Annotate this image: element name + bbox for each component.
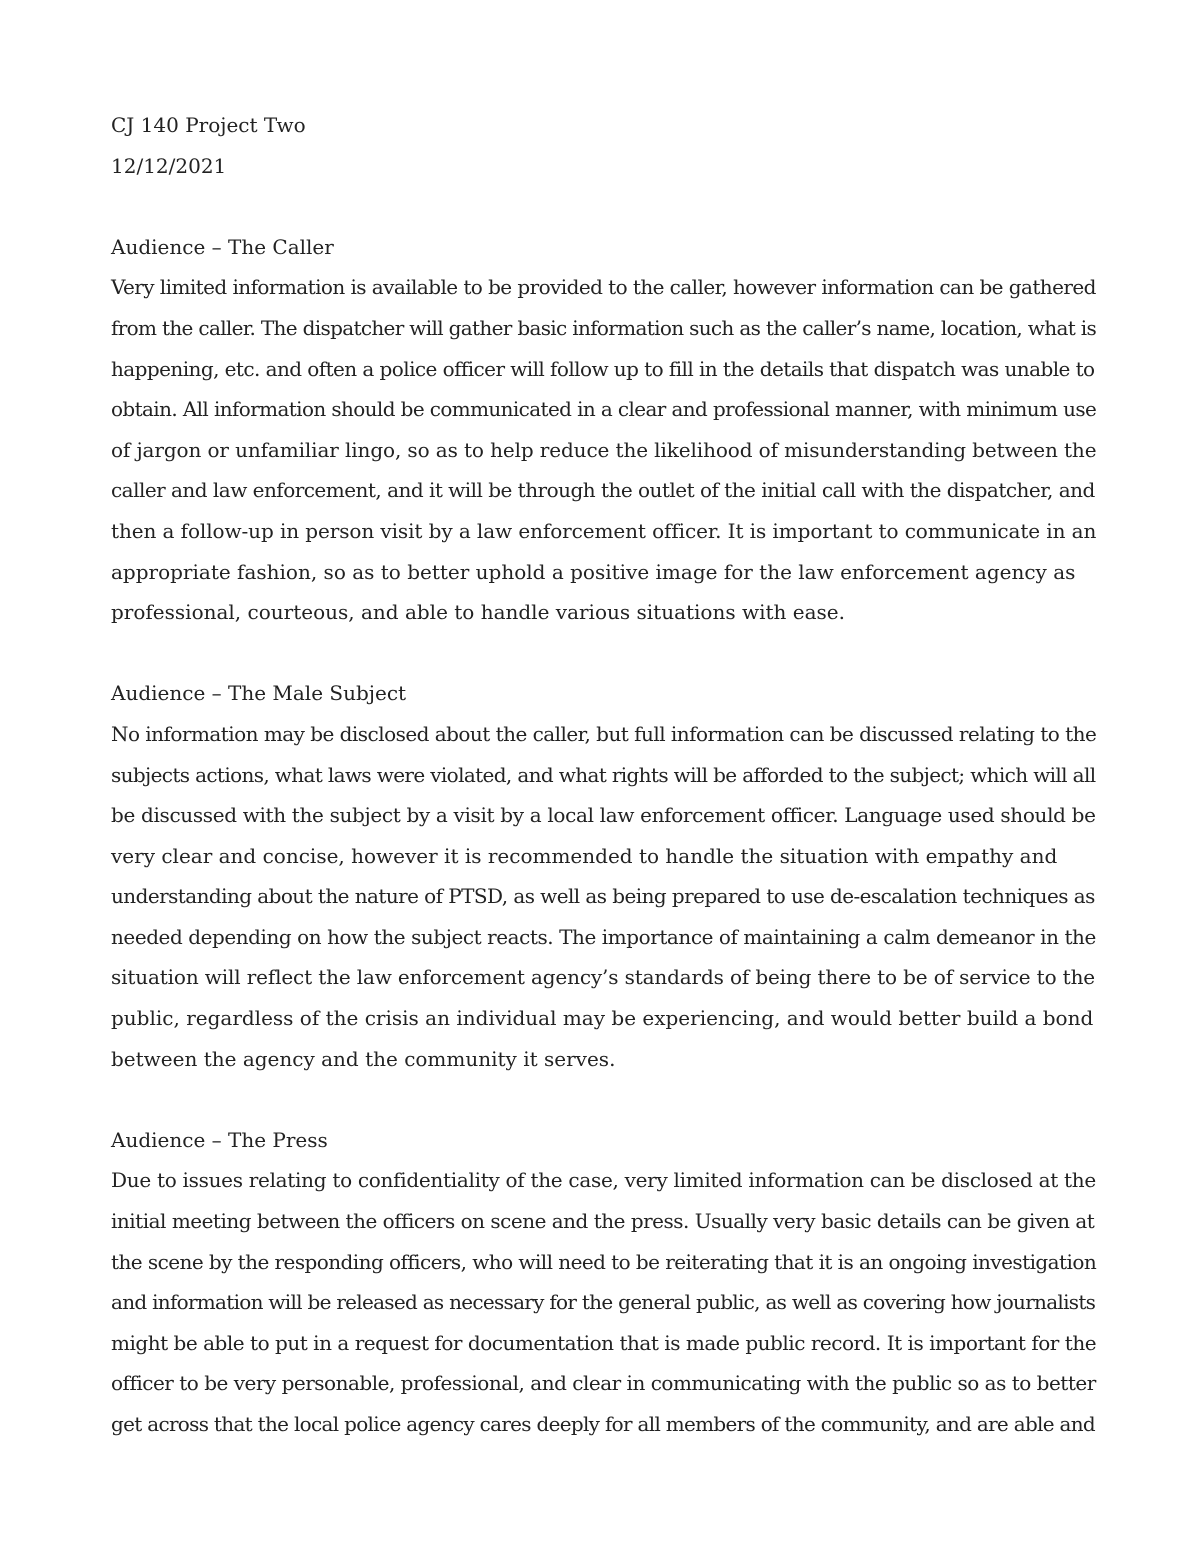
paragraph-line: needed depending on how the subject reacts. The importance of maintaining a calm demeanor in the xyxy=(111,924,1096,949)
paragraph-line: very clear and concise, however it is recommended to handle the situation with empathy and xyxy=(111,843,1058,868)
paragraph-line: might be able to put in a request for documentation that is made public record. It is important for the xyxy=(111,1330,1097,1355)
paragraph-line: obtain. All information should be communicated in a clear and professional manner, with minimum use xyxy=(111,397,1097,422)
paragraph-line: public, regardless of the crisis an individual may be experiencing, and would better build a bond xyxy=(111,1006,1094,1031)
paragraph-line: professional, courteous, and able to handle various situations with ease. xyxy=(111,600,845,625)
section-paragraph xyxy=(111,267,1096,632)
section-caller xyxy=(111,227,1096,633)
paragraph-line: Due to issues relating to confidentiality of the case, very limited information can be disclosed at the xyxy=(111,1168,1096,1193)
document-body xyxy=(111,105,1096,1445)
paragraph-line: then a follow-up in person visit by a law enforcement officer. It is important to communicate in an xyxy=(111,518,1097,543)
paragraph-line: and information will be released as necessary for the general public, as well as covering how journalists xyxy=(111,1290,1096,1315)
section-heading: Audience – The Caller xyxy=(111,234,334,259)
paragraph-line: appropriate fashion, so as to better uphold a positive image for the law enforcement agency as xyxy=(111,559,1076,584)
spacer xyxy=(111,1079,1096,1120)
document-date: 12/12/2021 xyxy=(111,153,227,178)
paragraph-line: understanding about the nature of PTSD, as well as being prepared to use de-escalation techniques as xyxy=(111,884,1095,909)
spacer xyxy=(111,186,1096,227)
section-paragraph xyxy=(111,714,1096,1079)
paragraph-line: of jargon or unfamiliar lingo, so as to help reduce the likelihood of misunderstanding between the xyxy=(111,437,1097,462)
paragraph-line: No information may be disclosed about the caller, but full information can be discussed relating to the xyxy=(111,721,1097,746)
paragraph-line: be discussed with the subject by a visit by a local law enforcement officer. Language used should be xyxy=(111,803,1096,828)
paragraph-line: from the caller. The dispatcher will gather basic information such as the caller’s name, location, what is xyxy=(111,315,1097,340)
section-paragraph xyxy=(111,1160,1096,1444)
paragraph-line: happening, etc. and often a police officer will follow up to fill in the details that dispatch was unable to xyxy=(111,356,1095,381)
paragraph-line: caller and law enforcement, and it will be through the outlet of the initial call with the dispatcher, and xyxy=(111,478,1095,503)
paragraph-line: the scene by the responding officers, who will need to be reiterating that it is an ongoing investigation xyxy=(111,1249,1097,1274)
document-title: CJ 140 Project Two xyxy=(111,113,306,137)
section-heading: Audience – The Press xyxy=(111,1127,328,1152)
paragraph-line: subjects actions, what laws were violated, and what rights will be afforded to the subject; which will all xyxy=(111,762,1096,787)
paragraph-line: situation will reflect the law enforcement agency’s standards of being there to be of service to the xyxy=(111,965,1095,990)
spacer xyxy=(111,633,1096,674)
paragraph-line: Very limited information is available to be provided to the caller, however information can be gathered xyxy=(111,275,1096,300)
paragraph-line: initial meeting between the officers on scene and the press. Usually very basic details can be given at xyxy=(111,1209,1095,1234)
section-heading: Audience – The Male Subject xyxy=(111,681,407,706)
paragraph-line: between the agency and the community it serves. xyxy=(111,1046,616,1071)
paragraph-line: get across that the local police agency cares deeply for all members of the community, and are able and xyxy=(111,1412,1096,1436)
paragraph-line: officer to be very personable, professional, and clear in communicating with the public so as to better xyxy=(111,1371,1096,1396)
section-press xyxy=(111,1120,1096,1445)
section-male-subject xyxy=(111,673,1096,1079)
